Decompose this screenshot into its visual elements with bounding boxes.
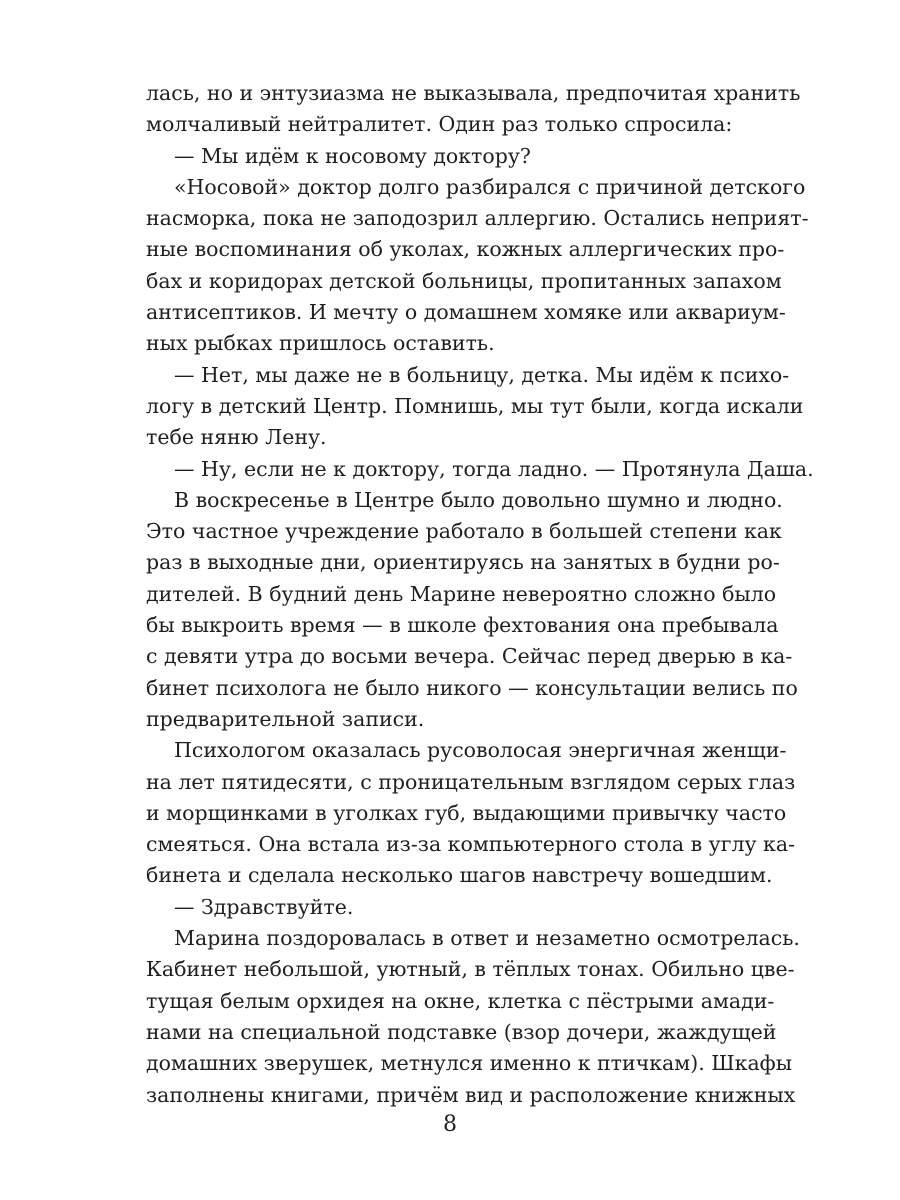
- text-line: лась, но и энтузиазма не выказывала, предпочитая хранить: [146, 81, 801, 105]
- text-line: бах и коридорах детской больницы, пропитанных запахом: [146, 268, 782, 293]
- text-line: на лет пятидесяти, с проницательным взглядом серых глаз: [146, 769, 796, 794]
- text-line: ных рыбках пришлось оставить.: [146, 331, 495, 356]
- body-text: [146, 78, 814, 1111]
- text-line: ные воспоминания об уколах, кожных аллергических про-: [146, 237, 785, 262]
- text-line: нами на специальной подставке (взор дочери, жаждущей: [146, 1019, 777, 1044]
- text-line: и морщинками в уголках губ, выдающими привычку часто: [146, 800, 787, 825]
- text-line: с девяти утра до восьми вечера. Сейчас перед дверью в ка-: [146, 644, 793, 669]
- text-line: — Здравствуйте.: [174, 894, 354, 919]
- text-line: В воскресенье в Центре было довольно шумно и людно.: [174, 487, 783, 512]
- text-line: тущая белым орхидея на окне, клетка с пёстрыми амади-: [146, 988, 775, 1013]
- text-line: бинета и сделала несколько шагов навстречу вошедшим.: [146, 863, 773, 888]
- text-line: дителей. В будний день Марине невероятно сложно было: [146, 581, 777, 606]
- text-line: — Мы идём к носовому доктору?: [174, 143, 531, 168]
- text-line: Кабинет небольшой, уютный, в тёплых тонах. Обильно цве-: [146, 957, 795, 982]
- text-line: смеяться. Она встала из-за компьютерного стола в углу ка-: [146, 832, 796, 857]
- text-line: домашних зверушек, метнулся именно к птичкам). Шкафы: [146, 1051, 793, 1076]
- text-line: бинет психолога не было никого — консультации велись по: [146, 675, 798, 700]
- text-line: Марина поздоровалась в ответ и незаметно осмотрелась.: [174, 926, 800, 951]
- text-line: Это частное учреждение работало в большей степени как: [146, 519, 782, 544]
- text-line: антисептиков. И мечту о домашнем хомяке или аквариум-: [146, 300, 786, 325]
- text-line: — Ну, если не к доктору, тогда ладно. — Протянула Даша.: [174, 456, 814, 481]
- text-line: бы выкроить время — в школе фехтования она пребывала: [146, 613, 779, 638]
- text-line: насморка, пока не заподозрил аллергию. Остались неприят-: [146, 206, 809, 231]
- text-line: тебе няню Лену.: [146, 425, 327, 450]
- text-line: логу в детский Центр. Помнишь, мы тут были, когда искали: [146, 393, 804, 418]
- text-line: молчаливый нейтралитет. Один раз только спросила:: [146, 112, 733, 137]
- text-line: «Носовой» доктор долго разбирался с причиной детского: [174, 174, 806, 199]
- text-line: Психологом оказалась русоволосая энергичная женщи-: [174, 738, 787, 763]
- text-line: предварительной записи.: [146, 706, 425, 731]
- text-line: раз в выходные дни, ориентируясь на занятых в будни ро-: [146, 550, 780, 575]
- page-number: 8: [443, 1112, 457, 1137]
- text-line: заполнены книгами, причём вид и расположение книжных: [146, 1082, 796, 1107]
- text-line: — Нет, мы даже не в больницу, детка. Мы идём к психо-: [174, 362, 790, 387]
